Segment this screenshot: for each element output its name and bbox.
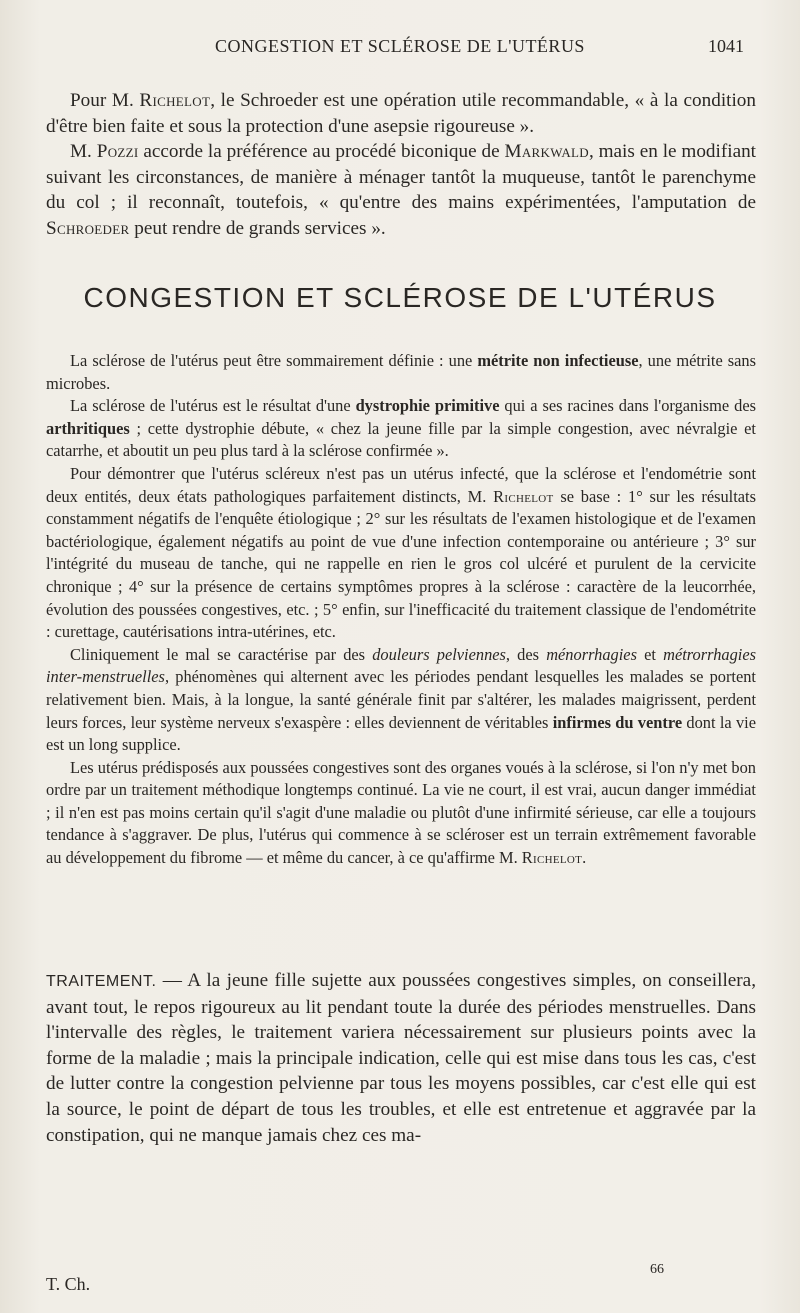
section-paragraph-2: La sclérose de l'utérus est le résultat d'une dystrophie primitive qui a ses racines dans l'organisme des arthritiques ; cette dystrophie débute, « chez la jeune fille par la simple congestion, avec névralgie et catarrhe, et aboutit un peu plus tard à la sclérose confirmée ». [46, 396, 756, 461]
running-header [0, 30, 800, 60]
signature-mark: T. Ch. [46, 1274, 91, 1294]
sheet-number: 66 [650, 1262, 664, 1277]
section-paragraph-3: Pour démontrer que l'utérus scléreux n'est pas un utérus infecté, que la sclérose et l'endométrie sont deux entités, deux états pathologiques parfaitement distincts, M. Richelot se base : 1° sur les résultats constamment négatifs de l'enquête étiologique ; 2° sur les résultats de l'examen histologique et de l'examen bactériologique, également négatifs au point de vue d'une infection contemporaine ou antérieure ; 3° sur l'intégrité du museau de tanche, qui ne rappelle en rien le gros col ulcéré et purulent de la cervicite chronique ; 4° sur la présence de certains symptômes propres à la sclérose : caractère de la leucorrhée, évolution des poussées congestives, etc. ; 5° enfin, sur l'inefficacité du traitement classique de l'endométrite : curettage, cautérisations intra-utérines, etc. [46, 463, 756, 642]
treatment-section [46, 968, 756, 1148]
intro-paragraph-1: Pour M. Richelot, le Schroeder est une opération utile recommandable, « à la condition d'être bien faite et sous la protection d'une asepsie rigoureuse ». [46, 90, 756, 137]
section-body [46, 350, 756, 870]
author-name: Markwald [504, 141, 589, 163]
intro-paragraph-2: M. Pozzi accorde la préférence au procédé biconique de Markwald, mais en le modifiant suivant les circonstances, de manière à ménager tantôt la muqueuse, tantôt le parenchyme du col ; il reconnaît, toutefois, « qu'entre des mains expérimentées, l'amputation de Schroeder peut rendre de grands services ». [46, 141, 757, 239]
section-paragraph-4: Cliniquement le mal se caractérise par des douleurs pelviennes, des ménorrhagies et métrorrhagies inter-menstruelles, phénomènes qui alternent avec les périodes pendant lesquelles les malades se portent relativement bien. Mais, à la longue, la santé générale finit par s'altérer, les malades maigrissent, perdent leurs forces, leur système nerveux s'exaspère : elles deviennent de véritables infirmes du ventre dont la vie est un long supplice. [46, 644, 756, 755]
author-name: Schroeder [46, 217, 130, 239]
author-name: Richelot [139, 90, 211, 111]
page-number: 1041 [708, 36, 744, 56]
running-title: CONGESTION ET SCLÉROSE DE L'UTÉRUS [215, 36, 585, 56]
treatment-paragraph: TRAITEMENT. — A la jeune fille sujette aux poussées congestives simples, on conseillera, avant tout, le repos rigoureux au lit pendant toute la durée des périodes menstruelles. Dans l'intervalle des règles, le traitement variera nécessairement sur plusieurs points avec la forme de la maladie ; mais la principale indication, celle qui est mise dans tous les cas, c'est de lutter contre la congestion pelvienne par tous les moyens possibles, car c'est elle qui est la source, le point de départ de tous les troubles, et elle est entretenue et aggravée par la constipation, qui ne manque jamais chez ces ma- [46, 970, 756, 1146]
intro-text [46, 88, 756, 242]
section-paragraph-5: Les utérus prédisposés aux poussées congestives sont des organes voués à la sclérose, si l'on n'y met bon ordre par un traitement méthodique longtemps continué. La vie ne court, il est vrai, aucun danger immédiat ; il n'en est pas moins certain qu'il s'agit d'une maladie ou plutôt d'une infirmité sérieuse, car elle a toujours tendance à s'aggraver. De plus, l'utérus qui commence à se scléroser est un terrain extrêmement favorable au développement du fibrome — et même du cancer, à ce qu'affirme M. Richelot. [46, 757, 756, 868]
treatment-label: TRAITEMENT. [46, 973, 157, 990]
author-name: Pozzi [96, 141, 139, 163]
author-name: Richelot [521, 848, 583, 868]
section-heading: CONGESTION ET SCLÉROSE DE L'UTÉRUS [83, 282, 717, 313]
section-paragraph-1: La sclérose de l'utérus peut être sommairement définie : une métrite non infectieuse, une métrite sans microbes. [46, 351, 756, 393]
author-name: Richelot [493, 486, 554, 506]
